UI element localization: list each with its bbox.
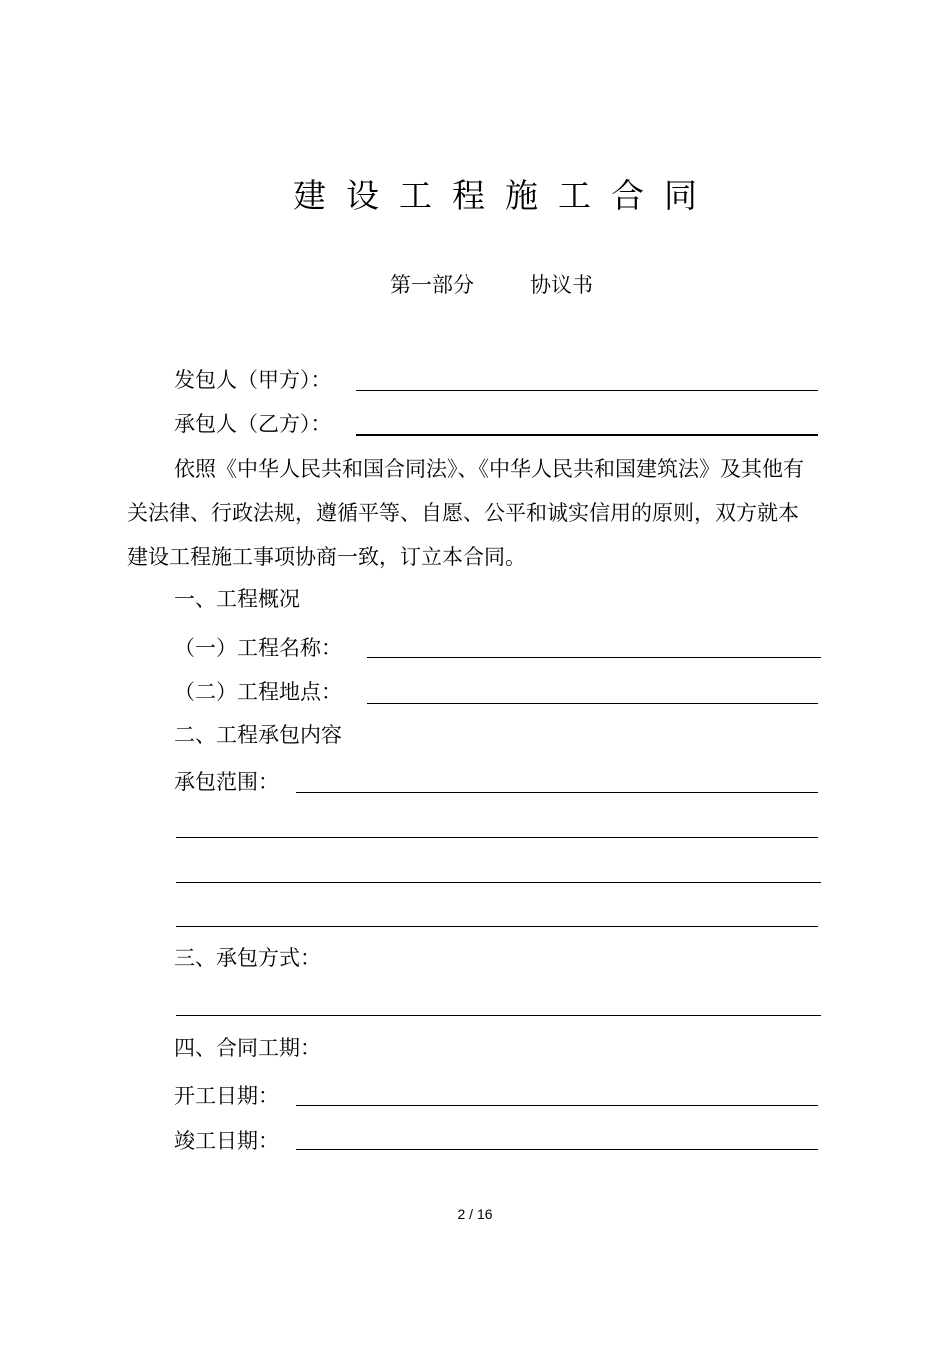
- part-heading: [390, 270, 593, 300]
- page-number: 2 / 16: [457, 1206, 493, 1222]
- employer-blank[interactable]: [356, 390, 818, 391]
- scope-heading: 二、工程承包内容: [174, 723, 342, 747]
- scope-blank-2[interactable]: [176, 837, 818, 838]
- contractor-blank[interactable]: [356, 434, 818, 436]
- method-blank[interactable]: [176, 1015, 821, 1016]
- start-date-label: 开工日期：: [174, 1084, 279, 1108]
- start-date-blank[interactable]: [296, 1105, 818, 1106]
- completion-date-blank[interactable]: [296, 1149, 818, 1150]
- completion-date-label: 竣工日期：: [174, 1129, 279, 1153]
- period-heading: 四、合同工期：: [174, 1036, 321, 1060]
- project-name-label: （一）工程名称：: [174, 636, 342, 660]
- project-location-label: （二）工程地点：: [174, 680, 342, 704]
- overview-heading: 一、工程概况: [174, 587, 300, 611]
- intro-paragraph: 依照《中华人民共和国合同法》、《中华人民共和国建筑法》及其他有关法律、行政法规，遵循平等、自愿、公平和诚实信用的原则，双方就本建设工程施工事项协商一致，订立本合同。: [127, 457, 804, 569]
- part-label: 第一部分: [390, 273, 474, 297]
- employer-label: 发包人（甲方）：: [174, 368, 332, 392]
- part-name: 协议书: [530, 273, 593, 297]
- document-title: 建设工程施工合同: [293, 176, 717, 215]
- scope-label: 承包范围：: [174, 770, 279, 794]
- scope-blank-4[interactable]: [176, 926, 818, 927]
- project-location-blank[interactable]: [367, 703, 818, 704]
- contractor-label: 承包人（乙方）：: [174, 412, 332, 436]
- scope-blank-1[interactable]: [296, 792, 818, 793]
- method-heading: 三、承包方式：: [174, 946, 321, 970]
- scope-blank-3[interactable]: [176, 882, 821, 883]
- project-name-blank[interactable]: [367, 657, 821, 658]
